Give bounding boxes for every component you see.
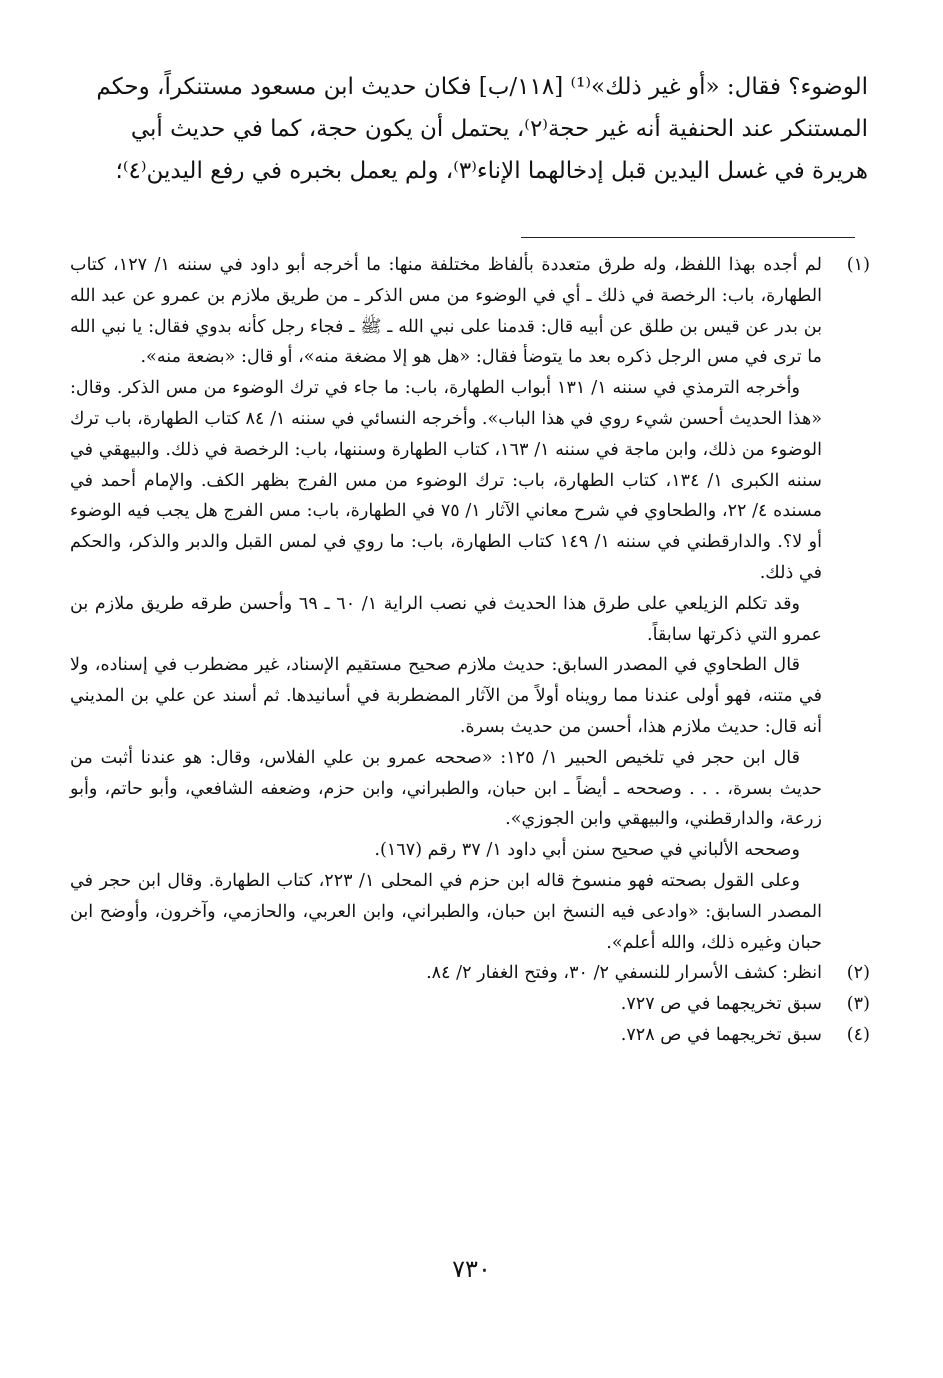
footnote-paragraph: انظر: كشف الأسرار للنسفي ٢/ ٣٠، وفتح الغفار ٢/ ٨٤. [426,963,822,984]
footnote-paragraph: قال ابن حجر في تلخيص الحبير ١/ ١٢٥: «صححه عمرو بن علي الفلاس، وقال: هو عندنا أثبت من حديث بسرة، . . . وصححه ـ أيضاً ـ ابن حبان، والطبراني، وابن حزم، وضعفه الشافعي، وأبو حاتم، وأبو زرعة، والدارقطني، والبيهقي وابن الجوزي». [70,747,822,830]
footnote-paragraph: وصححه الألباني في صحيح سنن أبي داود ١/ ٣٧ رقم (١٦٧). [374,840,800,861]
footnote-paragraph: قال الطحاوي في المصدر السابق: حديث ملازم صحيح مستقيم الإسناد، غير مضطرب في إسناده، ولا في متنه، فهو أولى عندنا مما رويناه أولاً من الآثار المضطربة في أسانيدها. ثم أسند عن علي بن المديني أنه قال: حديث ملازم هذا، أحسن من حديث بسرة. [70,655,822,737]
footnote-3 [70,989,870,1020]
main-text-line: الوضوء؟ فقال: «أو غير ذلك»⁽¹⁾ [١١٨/ب] فكان حديث ابن مسعود مستنكراً، وحكم [96,74,868,100]
footnote-paragraph: وقد تكلم الزيلعي على طرق هذا الحديث في نصب الراية ١/ ٦٠ ـ ٦٩ وأحسن طرقه طريق ملازم بن عمرو التي ذكرتها سابقاً. [70,593,822,645]
footnote-paragraph: وعلى القول بصحته فهو منسوخ قاله ابن حزم في المحلى ١/ ٢٢٣، كتاب الطهارة. وقال ابن حجر في المصدر السابق: «وادعى فيه النسخ ابن حبان، والطبراني، وابن العربي، والحازمي، وآخرون، وأوضح ابن حبان وغيره ذلك، والله أعلم». [70,870,822,953]
footnote-number: (٢) [846,963,870,984]
footnote-paragraph: سبق تخريجهما في ص ٧٢٧. [620,994,822,1015]
footnote-paragraph: لم أجده بهذا اللفظ، وله طرق متعددة بألفاظ مختلفة منها: ما أخرجه أبو داود في سننه ١/ ١٢٧، كتاب الطهارة، باب: الرخصة في ذلك ـ أي في الوضوء من مس الذكر ـ من طريق ملازم بن عمرو عن عبد الله بن بدر عن قيس بن طلق عن أبيه قال: قدمنا على نبي الله ـ ﷺ ـ فجاء رجل كأنه بدوي فقال: يا نبي الله ما ترى في مس الرجل ذكره بعد ما يتوضأ فقال: «هل هو إلا مضغة منه»، أو قال: «بضعة منه». [70,255,822,368]
footnote-paragraph: وأخرجه الترمذي في سننه ١/ ١٣١ أبواب الطهارة، باب: ما جاء في ترك الوضوء من مس الذكر. وقال: «هذا الحديث أحسن شيء روي في هذا الباب». وأخرجه النسائي في سننه ١/ ٨٤ كتاب الطهارة، باب ترك الوضوء من ذلك، وابن ماجة في سننه ١/ ١٦٣، كتاب الطهارة وسننها، باب: الرخصة في ذلك. والبيهقي في سننه الكبرى ١/ ١٣٤، كتاب الطهارة، باب: ترك الوضوء من مس الفرج بظهر الكف. والإمام أحمد في مسنده ٤/ ٢٢، والطحاوي في شرح معاني الآثار ١/ ٧٥ في الطهارة، باب: مس الفرج هل يجب فيه الوضوء أو لا؟. والدارقطني في سننه ١/ ١٤٩ كتاب الطهارة، باب: ما روي في لمس القبل والدبر والذكر، والحكم في ذلك. [70,378,822,583]
footnote-number: (٣) [846,994,870,1015]
footnote-1 [70,250,870,958]
main-text-line: هريرة في غسل اليدين قبل إدخالهما الإناء⁽٣⁾، ولم يعمل بخبره في رفع اليدين⁽٤⁾؛ [115,158,868,184]
footnote-paragraph: سبق تخريجهما في ص ٧٢٨. [620,1024,822,1045]
page-number: ٧٣٠ [452,1255,491,1283]
main-text [80,66,868,192]
footnote-number: (١) [846,255,870,275]
footnote-4 [70,1020,870,1051]
footnote-2 [70,958,870,989]
footnote-separator [521,237,855,238]
footnote-number: (٤) [846,1024,870,1045]
footnotes [70,250,870,1051]
main-text-line: المستنكر عند الحنفية أنه غير حجة⁽٢⁾، يحتمل أن يكون حجة، كما في حديث أبي [130,116,868,142]
